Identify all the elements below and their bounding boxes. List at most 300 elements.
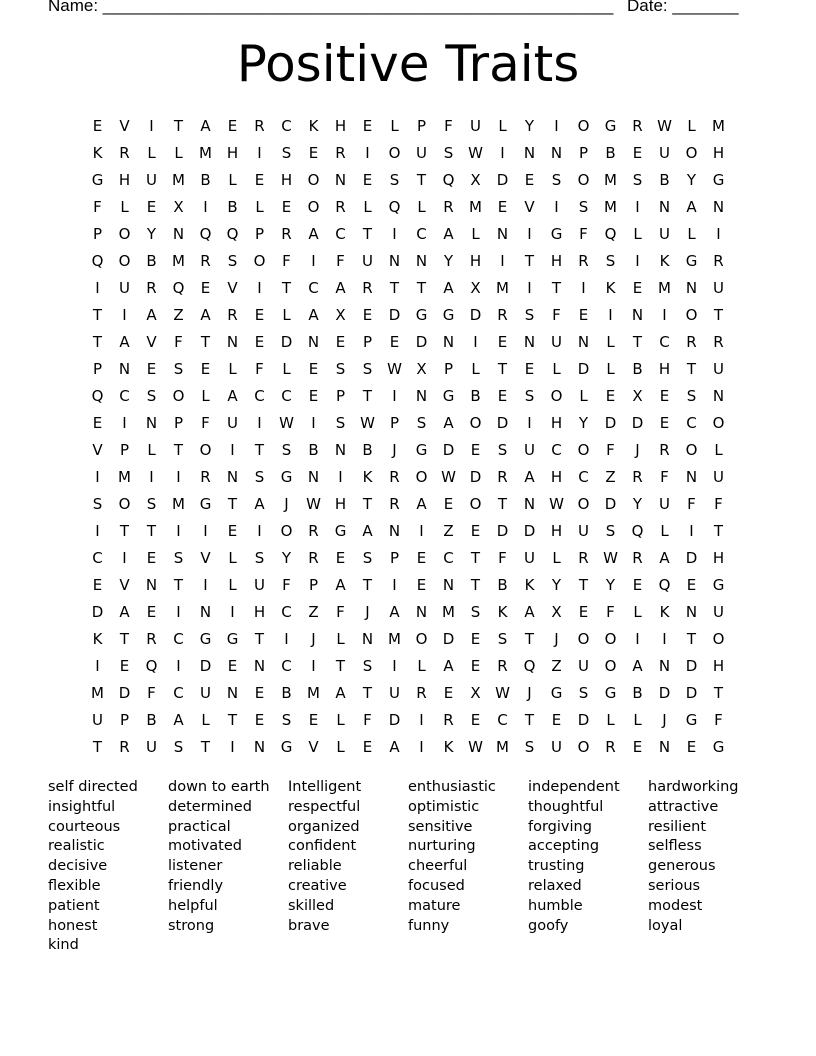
grid-letter[interactable]: A <box>524 467 535 486</box>
grid-letter[interactable]: I <box>257 521 262 540</box>
grid-letter[interactable]: I <box>500 143 505 162</box>
grid-letter[interactable]: A <box>308 305 319 324</box>
grid-letter[interactable]: G <box>685 251 698 270</box>
grid-letter[interactable]: A <box>524 602 535 621</box>
grid-letter[interactable]: T <box>119 521 130 540</box>
grid-letter[interactable]: D <box>388 710 401 729</box>
grid-letter[interactable]: R <box>443 197 454 216</box>
grid-letter[interactable]: E <box>362 305 373 324</box>
grid-letter[interactable]: J <box>635 440 640 459</box>
grid-letter[interactable]: R <box>713 251 724 270</box>
grid-letter[interactable]: A <box>389 737 400 756</box>
grid-letter[interactable]: B <box>497 575 508 594</box>
grid-letter[interactable]: W <box>306 494 321 513</box>
grid-letter[interactable]: U <box>92 710 103 729</box>
grid-letter[interactable]: C <box>335 224 346 243</box>
grid-letter[interactable]: I <box>176 521 181 540</box>
grid-letter[interactable]: L <box>471 224 480 243</box>
grid-letter[interactable]: A <box>119 332 130 351</box>
grid-letter[interactable]: O <box>469 413 482 432</box>
grid-letter[interactable]: Z <box>605 467 616 486</box>
grid-letter[interactable]: O <box>712 413 725 432</box>
grid-letter[interactable]: Z <box>173 305 184 324</box>
grid-letter[interactable]: V <box>146 332 157 351</box>
grid-letter[interactable]: A <box>632 656 643 675</box>
grid-letter[interactable]: I <box>257 143 262 162</box>
grid-letter[interactable]: E <box>200 278 211 297</box>
grid-letter[interactable]: I <box>311 413 316 432</box>
grid-letter[interactable]: E <box>497 386 508 405</box>
grid-letter[interactable]: T <box>173 575 184 594</box>
grid-letter[interactable]: L <box>174 143 183 162</box>
grid-letter[interactable]: E <box>335 332 346 351</box>
grid-letter[interactable]: N <box>253 656 266 675</box>
grid-letter[interactable]: Z <box>308 602 319 621</box>
name-field[interactable]: Name: ______________________________________________________ <box>48 0 614 15</box>
grid-letter[interactable]: E <box>227 521 238 540</box>
grid-letter[interactable]: S <box>254 548 265 567</box>
grid-letter[interactable]: O <box>712 629 725 648</box>
grid-letter[interactable]: F <box>606 602 615 621</box>
grid-letter[interactable]: R <box>335 143 346 162</box>
grid-letter[interactable]: U <box>416 143 427 162</box>
grid-letter[interactable]: I <box>122 413 127 432</box>
grid-letter[interactable]: H <box>253 602 266 621</box>
grid-letter[interactable]: E <box>632 575 643 594</box>
grid-letter[interactable]: S <box>524 386 535 405</box>
grid-letter[interactable]: E <box>92 413 103 432</box>
grid-letter[interactable]: B <box>632 359 643 378</box>
grid-letter[interactable]: L <box>255 197 264 216</box>
grid-letter[interactable]: P <box>119 710 130 729</box>
grid-letter[interactable]: E <box>254 305 265 324</box>
grid-letter[interactable]: I <box>392 224 397 243</box>
grid-letter[interactable]: E <box>227 656 238 675</box>
grid-letter[interactable]: I <box>608 305 613 324</box>
grid-letter[interactable]: E <box>254 683 265 702</box>
grid-letter[interactable]: P <box>389 413 400 432</box>
grid-letter[interactable]: I <box>257 278 262 297</box>
grid-letter[interactable]: O <box>577 494 590 513</box>
grid-letter[interactable]: L <box>336 737 345 756</box>
grid-letter[interactable]: U <box>713 602 724 621</box>
grid-letter[interactable]: N <box>226 467 239 486</box>
grid-letter[interactable]: I <box>149 116 154 135</box>
grid-letter[interactable]: N <box>334 170 347 189</box>
grid-letter[interactable]: R <box>362 278 373 297</box>
grid-letter[interactable]: D <box>118 683 131 702</box>
grid-letter[interactable]: E <box>308 710 319 729</box>
grid-letter[interactable]: N <box>658 737 671 756</box>
grid-letter[interactable]: K <box>659 602 670 621</box>
grid-letter[interactable]: N <box>226 683 239 702</box>
grid-letter[interactable]: O <box>685 143 698 162</box>
grid-letter[interactable]: I <box>419 710 424 729</box>
grid-letter[interactable]: A <box>443 413 454 432</box>
grid-letter[interactable]: W <box>657 116 672 135</box>
grid-letter[interactable]: S <box>173 548 184 567</box>
grid-letter[interactable]: B <box>146 251 157 270</box>
grid-letter[interactable]: G <box>91 170 104 189</box>
grid-letter[interactable]: I <box>554 197 559 216</box>
grid-letter[interactable]: T <box>416 278 427 297</box>
grid-letter[interactable]: R <box>632 467 643 486</box>
grid-letter[interactable]: M <box>496 278 509 297</box>
grid-letter[interactable]: N <box>145 575 158 594</box>
grid-letter[interactable]: L <box>552 359 561 378</box>
grid-letter[interactable]: C <box>308 278 319 297</box>
grid-letter[interactable]: B <box>281 683 292 702</box>
grid-letter[interactable]: I <box>392 656 397 675</box>
grid-letter[interactable]: L <box>687 224 696 243</box>
grid-letter[interactable]: E <box>497 197 508 216</box>
grid-letter[interactable]: I <box>419 521 424 540</box>
grid-letter[interactable]: T <box>551 278 562 297</box>
grid-letter[interactable]: I <box>95 278 100 297</box>
grid-letter[interactable]: T <box>470 575 481 594</box>
grid-letter[interactable]: U <box>200 683 211 702</box>
grid-letter[interactable]: T <box>173 440 184 459</box>
grid-letter[interactable]: N <box>415 602 428 621</box>
grid-letter[interactable]: W <box>279 413 294 432</box>
grid-letter[interactable]: T <box>524 629 535 648</box>
grid-letter[interactable]: S <box>605 251 616 270</box>
grid-letter[interactable]: R <box>254 116 265 135</box>
grid-letter[interactable]: H <box>280 170 293 189</box>
grid-letter[interactable]: Y <box>443 251 454 270</box>
grid-letter[interactable]: E <box>524 170 535 189</box>
grid-letter[interactable]: I <box>230 737 235 756</box>
grid-letter[interactable]: M <box>199 143 212 162</box>
grid-letter[interactable]: S <box>524 737 535 756</box>
grid-letter[interactable]: I <box>635 251 640 270</box>
grid-letter[interactable]: H <box>550 251 563 270</box>
grid-letter[interactable]: N <box>442 575 455 594</box>
grid-letter[interactable]: N <box>172 224 185 243</box>
grid-letter[interactable]: I <box>338 467 343 486</box>
grid-letter[interactable]: F <box>552 305 561 324</box>
grid-letter[interactable]: A <box>686 197 697 216</box>
grid-letter[interactable]: Q <box>172 278 185 297</box>
grid-letter[interactable]: O <box>550 386 563 405</box>
grid-letter[interactable]: E <box>443 494 454 513</box>
grid-letter[interactable]: O <box>577 116 590 135</box>
grid-letter[interactable]: A <box>227 386 238 405</box>
grid-letter[interactable]: E <box>335 548 346 567</box>
grid-letter[interactable]: S <box>362 548 373 567</box>
grid-letter[interactable]: I <box>554 116 559 135</box>
grid-letter[interactable]: K <box>605 278 616 297</box>
grid-letter[interactable]: E <box>416 575 427 594</box>
grid-letter[interactable]: I <box>284 629 289 648</box>
grid-letter[interactable]: C <box>119 386 130 405</box>
grid-letter[interactable]: X <box>470 683 481 702</box>
grid-letter[interactable]: P <box>335 386 346 405</box>
grid-letter[interactable]: O <box>388 143 401 162</box>
grid-letter[interactable]: L <box>120 197 129 216</box>
grid-letter[interactable]: T <box>713 683 724 702</box>
grid-letter[interactable]: L <box>714 440 723 459</box>
grid-letter[interactable]: D <box>469 305 482 324</box>
grid-letter[interactable]: P <box>416 116 427 135</box>
grid-letter[interactable]: V <box>92 440 103 459</box>
grid-letter[interactable]: E <box>146 359 157 378</box>
grid-letter[interactable]: S <box>524 305 535 324</box>
grid-letter[interactable]: G <box>415 305 428 324</box>
grid-letter[interactable]: D <box>577 710 590 729</box>
grid-letter[interactable]: L <box>228 548 237 567</box>
grid-letter[interactable]: J <box>392 440 397 459</box>
grid-letter[interactable]: N <box>118 359 131 378</box>
grid-letter[interactable]: S <box>281 143 292 162</box>
grid-letter[interactable]: E <box>362 737 373 756</box>
grid-letter[interactable]: N <box>253 737 266 756</box>
grid-letter[interactable]: Y <box>632 494 643 513</box>
grid-letter[interactable]: E <box>686 737 697 756</box>
grid-letter[interactable]: B <box>146 710 157 729</box>
grid-letter[interactable]: O <box>577 737 590 756</box>
grid-letter[interactable]: L <box>633 602 642 621</box>
grid-letter[interactable]: U <box>254 575 265 594</box>
grid-letter[interactable]: V <box>308 737 319 756</box>
grid-letter[interactable]: I <box>95 656 100 675</box>
grid-letter[interactable]: H <box>118 170 131 189</box>
grid-letter[interactable]: N <box>631 305 644 324</box>
grid-letter[interactable]: G <box>280 737 293 756</box>
grid-letter[interactable]: Z <box>443 521 454 540</box>
grid-letter[interactable]: V <box>200 548 211 567</box>
grid-letter[interactable]: J <box>365 602 370 621</box>
grid-letter[interactable]: R <box>632 548 643 567</box>
grid-letter[interactable]: D <box>658 683 671 702</box>
grid-letter[interactable]: G <box>442 386 455 405</box>
grid-letter[interactable]: L <box>498 116 507 135</box>
grid-letter[interactable]: P <box>254 224 265 243</box>
grid-letter[interactable]: D <box>496 413 509 432</box>
grid-letter[interactable]: H <box>550 521 563 540</box>
grid-letter[interactable]: S <box>335 413 346 432</box>
grid-letter[interactable]: L <box>201 710 210 729</box>
grid-letter[interactable]: A <box>389 602 400 621</box>
grid-letter[interactable]: B <box>605 143 616 162</box>
grid-letter[interactable]: S <box>443 143 454 162</box>
grid-letter[interactable]: D <box>388 305 401 324</box>
grid-letter[interactable]: N <box>388 521 401 540</box>
grid-letter[interactable]: K <box>524 575 535 594</box>
grid-letter[interactable]: D <box>415 332 428 351</box>
grid-letter[interactable]: O <box>199 440 212 459</box>
grid-letter[interactable]: G <box>604 683 617 702</box>
grid-letter[interactable]: U <box>146 737 157 756</box>
grid-letter[interactable]: I <box>419 737 424 756</box>
grid-letter[interactable]: X <box>470 278 481 297</box>
grid-letter[interactable]: R <box>227 305 238 324</box>
grid-letter[interactable]: O <box>577 440 590 459</box>
grid-letter[interactable]: C <box>281 386 292 405</box>
grid-letter[interactable]: A <box>335 575 346 594</box>
grid-letter[interactable]: J <box>527 683 532 702</box>
grid-letter[interactable]: F <box>93 197 102 216</box>
grid-letter[interactable]: A <box>443 656 454 675</box>
grid-letter[interactable]: R <box>443 710 454 729</box>
grid-letter[interactable]: W <box>387 359 402 378</box>
grid-letter[interactable]: T <box>497 359 508 378</box>
grid-letter[interactable]: A <box>443 224 454 243</box>
grid-letter[interactable]: E <box>470 629 481 648</box>
grid-letter[interactable]: A <box>173 710 184 729</box>
grid-letter[interactable]: L <box>552 548 561 567</box>
grid-letter[interactable]: H <box>550 413 563 432</box>
grid-letter[interactable]: E <box>659 413 670 432</box>
grid-letter[interactable]: I <box>689 521 694 540</box>
grid-letter[interactable]: E <box>578 602 589 621</box>
grid-letter[interactable]: L <box>633 710 642 729</box>
grid-letter[interactable]: M <box>469 197 482 216</box>
grid-letter[interactable]: E <box>389 332 400 351</box>
grid-letter[interactable]: T <box>686 629 697 648</box>
grid-letter[interactable]: I <box>527 224 532 243</box>
grid-letter[interactable]: A <box>335 683 346 702</box>
grid-letter[interactable]: U <box>227 413 238 432</box>
grid-letter[interactable]: N <box>712 197 725 216</box>
grid-letter[interactable]: G <box>442 305 455 324</box>
grid-letter[interactable]: F <box>255 359 264 378</box>
grid-letter[interactable]: U <box>551 332 562 351</box>
grid-letter[interactable]: P <box>308 575 319 594</box>
grid-letter[interactable]: E <box>146 602 157 621</box>
grid-letter[interactable]: T <box>92 305 103 324</box>
grid-letter[interactable]: F <box>336 251 345 270</box>
grid-letter[interactable]: Q <box>523 656 536 675</box>
grid-letter[interactable]: F <box>174 332 183 351</box>
grid-letter[interactable]: S <box>389 170 400 189</box>
grid-letter[interactable]: H <box>712 656 725 675</box>
grid-letter[interactable]: E <box>254 332 265 351</box>
grid-letter[interactable]: J <box>554 629 559 648</box>
grid-letter[interactable]: F <box>606 440 615 459</box>
grid-letter[interactable]: U <box>119 278 130 297</box>
grid-letter[interactable]: L <box>228 575 237 594</box>
grid-letter[interactable]: L <box>282 305 291 324</box>
grid-letter[interactable]: N <box>496 224 509 243</box>
grid-letter[interactable]: I <box>95 467 100 486</box>
grid-letter[interactable]: T <box>254 629 265 648</box>
grid-letter[interactable]: F <box>687 494 696 513</box>
grid-letter[interactable]: Y <box>281 548 292 567</box>
grid-letter[interactable]: I <box>500 251 505 270</box>
grid-letter[interactable]: T <box>470 548 481 567</box>
grid-letter[interactable]: E <box>659 386 670 405</box>
grid-letter[interactable]: Y <box>686 170 697 189</box>
grid-letter[interactable]: U <box>551 737 562 756</box>
grid-letter[interactable]: N <box>145 413 158 432</box>
grid-letter[interactable]: F <box>714 494 723 513</box>
grid-letter[interactable]: X <box>416 359 427 378</box>
grid-letter[interactable]: B <box>308 440 319 459</box>
grid-letter[interactable]: N <box>577 332 590 351</box>
grid-letter[interactable]: M <box>712 116 725 135</box>
grid-letter[interactable]: L <box>228 359 237 378</box>
grid-letter[interactable]: I <box>176 467 181 486</box>
grid-letter[interactable]: B <box>362 440 373 459</box>
grid-letter[interactable]: U <box>659 224 670 243</box>
grid-letter[interactable]: X <box>173 197 184 216</box>
grid-letter[interactable]: I <box>365 143 370 162</box>
grid-letter[interactable]: M <box>118 467 131 486</box>
grid-letter[interactable]: Z <box>551 656 562 675</box>
grid-letter[interactable]: E <box>362 170 373 189</box>
grid-letter[interactable]: F <box>282 251 291 270</box>
grid-letter[interactable]: P <box>119 440 130 459</box>
grid-letter[interactable]: W <box>549 494 564 513</box>
grid-letter[interactable]: U <box>146 170 157 189</box>
grid-letter[interactable]: X <box>551 602 562 621</box>
grid-letter[interactable]: D <box>604 413 617 432</box>
grid-letter[interactable]: O <box>172 386 185 405</box>
grid-letter[interactable]: G <box>226 629 239 648</box>
grid-letter[interactable]: N <box>442 332 455 351</box>
grid-letter[interactable]: R <box>389 467 400 486</box>
grid-letter[interactable]: N <box>523 494 536 513</box>
grid-letter[interactable]: I <box>473 332 478 351</box>
grid-letter[interactable]: Y <box>524 116 535 135</box>
grid-letter[interactable]: M <box>91 683 104 702</box>
grid-letter[interactable]: E <box>632 278 643 297</box>
grid-letter[interactable]: E <box>578 305 589 324</box>
grid-letter[interactable]: G <box>334 521 347 540</box>
grid-letter[interactable]: L <box>633 224 642 243</box>
grid-letter[interactable]: I <box>527 413 532 432</box>
grid-letter[interactable]: M <box>307 683 320 702</box>
grid-letter[interactable]: N <box>307 467 320 486</box>
grid-letter[interactable]: S <box>551 170 562 189</box>
grid-letter[interactable]: A <box>362 521 373 540</box>
grid-letter[interactable]: U <box>713 278 724 297</box>
grid-letter[interactable]: L <box>687 116 696 135</box>
grid-letter[interactable]: H <box>550 467 563 486</box>
grid-letter[interactable]: C <box>281 116 292 135</box>
grid-letter[interactable]: U <box>659 143 670 162</box>
grid-letter[interactable]: C <box>173 683 184 702</box>
grid-letter[interactable]: T <box>713 305 724 324</box>
grid-letter[interactable]: H <box>658 359 671 378</box>
grid-letter[interactable]: I <box>203 197 208 216</box>
grid-letter[interactable]: C <box>443 548 454 567</box>
grid-letter[interactable]: O <box>415 467 428 486</box>
grid-letter[interactable]: T <box>524 710 535 729</box>
grid-letter[interactable]: L <box>606 332 615 351</box>
grid-letter[interactable]: T <box>254 440 265 459</box>
grid-letter[interactable]: L <box>390 116 399 135</box>
grid-letter[interactable]: E <box>632 143 643 162</box>
grid-letter[interactable]: O <box>604 629 617 648</box>
grid-letter[interactable]: R <box>713 332 724 351</box>
grid-letter[interactable]: T <box>281 278 292 297</box>
grid-letter[interactable]: L <box>201 386 210 405</box>
grid-letter[interactable]: I <box>122 548 127 567</box>
grid-letter[interactable]: M <box>496 737 509 756</box>
grid-letter[interactable]: I <box>716 224 721 243</box>
grid-letter[interactable]: T <box>335 656 346 675</box>
grid-letter[interactable]: Q <box>226 224 239 243</box>
grid-letter[interactable]: H <box>226 143 239 162</box>
grid-letter[interactable]: W <box>495 683 510 702</box>
grid-letter[interactable]: E <box>227 116 238 135</box>
grid-letter[interactable]: G <box>550 224 563 243</box>
grid-letter[interactable]: S <box>335 359 346 378</box>
grid-letter[interactable]: K <box>362 467 373 486</box>
grid-letter[interactable]: P <box>92 359 103 378</box>
